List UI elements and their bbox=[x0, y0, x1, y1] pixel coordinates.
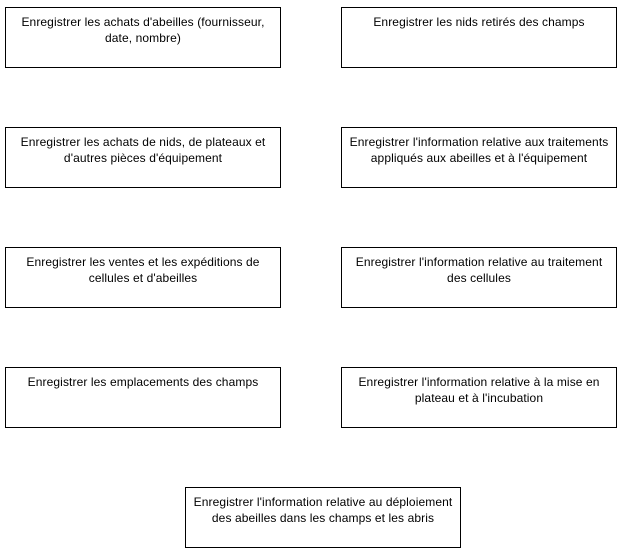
box-treatments-applied: Enregistrer l'information relative aux traitements appliqués aux abeilles et à l'équipement bbox=[341, 127, 617, 188]
box-equipment-purchases: Enregistrer les achats de nids, de plateaux et d'autres pièces d'équipement bbox=[5, 127, 281, 188]
box-bee-deployment: Enregistrer l'information relative au déploiement des abeilles dans les champs et les abris bbox=[185, 487, 461, 548]
box-field-locations: Enregistrer les emplacements des champs bbox=[5, 367, 281, 428]
box-sales-shipments: Enregistrer les ventes et les expéditions de cellules et d'abeilles bbox=[5, 247, 281, 308]
box-nests-removed: Enregistrer les nids retirés des champs bbox=[341, 7, 617, 68]
box-cell-treatment: Enregistrer l'information relative au traitement des cellules bbox=[341, 247, 617, 308]
box-bee-purchases: Enregistrer les achats d'abeilles (fournisseur, date, nombre) bbox=[5, 7, 281, 68]
box-trays-incubation: Enregistrer l'information relative à la mise en plateau et à l'incubation bbox=[341, 367, 617, 428]
